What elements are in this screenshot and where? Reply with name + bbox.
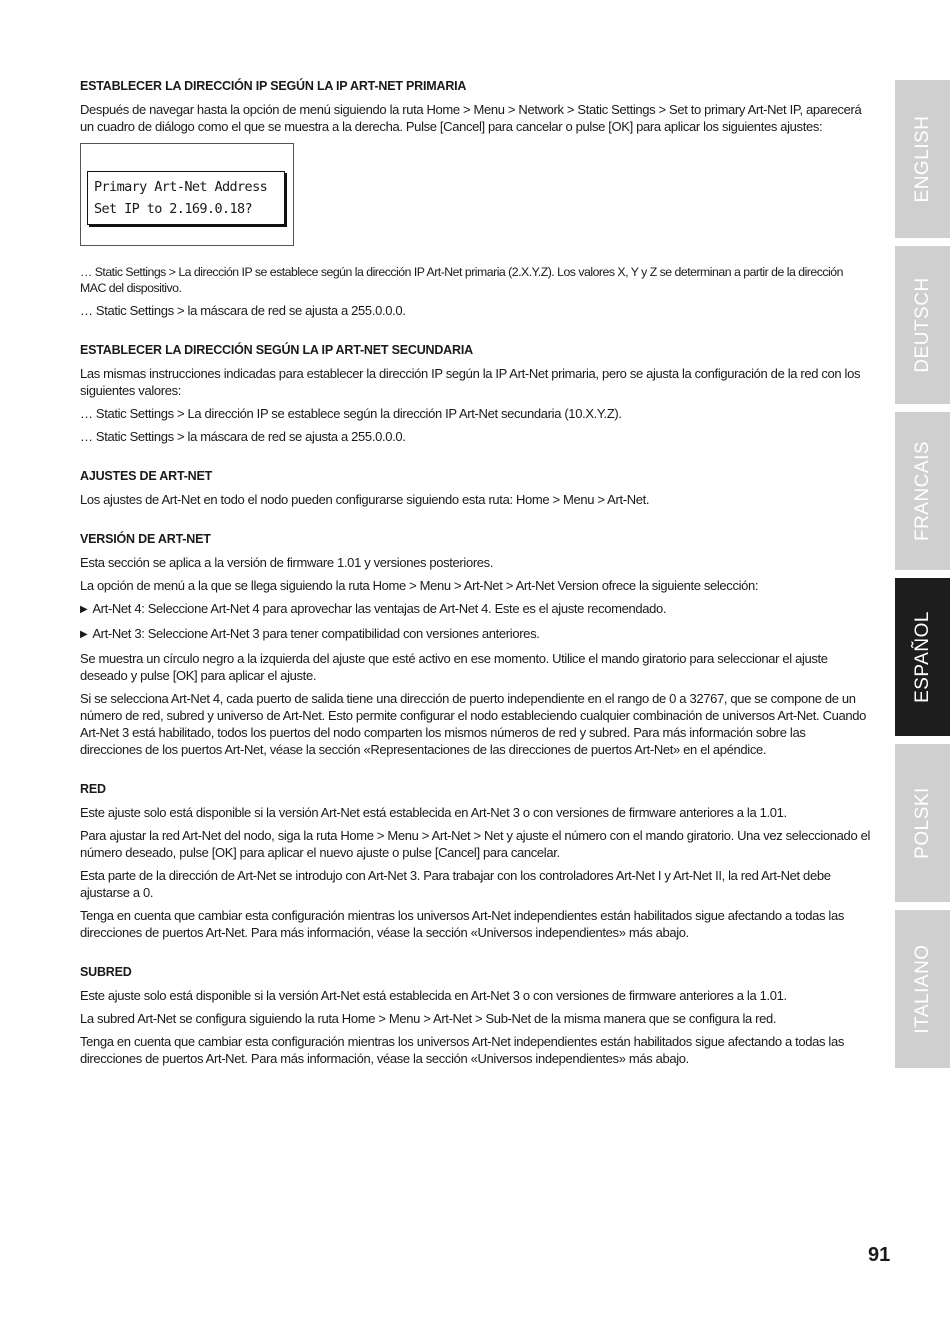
page-content <box>80 78 870 1090</box>
language-tab-espanol[interactable] <box>895 578 950 736</box>
section-heading: VERSIÓN DE ART-NET <box>80 532 211 546</box>
section-heading: AJUSTES DE ART-NET <box>80 469 213 483</box>
language-tab-italiano[interactable] <box>895 910 950 1068</box>
section-secondary-ip <box>80 342 870 445</box>
bullet-item <box>80 600 870 619</box>
paragraph: Después de navegar hasta la opción de menú siguiendo la ruta Home > Menu > Network > Static Settings > Set to primary Art-Net IP, aparecerá un cuadro de diálogo como el que se muestra a la derecha. Pulse [Cancel] para cancelar o pulse [OK] para aplicar los siguientes ajustes: <box>80 102 862 134</box>
paragraph: … Static Settings > la máscara de red se ajusta a 255.0.0.0. <box>80 429 406 444</box>
language-tab-polski[interactable] <box>895 744 950 902</box>
language-tab-label: ESPAÑOL <box>911 611 933 703</box>
lcd-line-2: Set IP to 2.169.0.18? <box>94 201 253 217</box>
paragraph: … Static Settings > La dirección IP se establece según la dirección IP Art-Net primaria (2.X.Y.Z). Los valores X, Y y Z se determinan a partir de la dirección MAC del dispositivo. <box>80 265 843 295</box>
section-red <box>80 781 870 941</box>
lcd-screen <box>87 171 285 225</box>
page-number: 91 <box>868 1244 891 1266</box>
paragraph: Las mismas instrucciones indicadas para establecer la dirección IP según la IP Art-Net primaria, pero se ajusta la configuración de la red con los siguientes valores: <box>80 366 861 398</box>
section-heading: SUBRED <box>80 965 132 979</box>
paragraph: Tenga en cuenta que cambiar esta configuración mientras los universos Art-Net independientes están habilitados sigue afectando a todas las direcciones de puertos Art-Net. Para más información, véase la sección «Universos independientes» más abajo. <box>80 1034 844 1066</box>
section-heading: ESTABLECER LA DIRECCIÓN SEGÚN LA IP ART-NET SECUNDARIA <box>80 343 473 357</box>
paragraph: Esta parte de la dirección de Art-Net se introdujo con Art-Net 3. Para trabajar con los controladores Art-Net I y Art-Net II, la red Art-Net debe ajustarse a 0. <box>80 868 831 900</box>
language-tab-label: FRANCAIS <box>911 440 933 542</box>
paragraph: Los ajustes de Art-Net en todo el nodo pueden configurarse siguiendo esta ruta: Home > Menu > Art-Net. <box>80 492 650 507</box>
bullet-item <box>80 625 870 644</box>
paragraph: … Static Settings > la máscara de red se ajusta a 255.0.0.0. <box>80 303 406 318</box>
language-tabs <box>895 80 950 1076</box>
section-primary-ip <box>80 78 870 319</box>
language-tab-label: DEUTSCH <box>911 277 933 373</box>
paragraph: Si se selecciona Art-Net 4, cada puerto de salida tiene una dirección de puerto independiente en el rango de 0 a 32767, que se compone de un número de red, subred y universo de Art-Net. Esto permite configurar el nodo estableciendo cualquier combinación de universos Art-Net. Cuando Art-Net 3 está habilitado, todos los puertos del nodo comparten los mismos números de red y subred. Para más información sobre las direcciones de los puertos Art-Net, véase la sección «Representaciones de las direcciones de puertos Art-Net» en el apéndice. <box>80 691 867 757</box>
section-heading: ESTABLECER LA DIRECCIÓN IP SEGÚN LA IP ART-NET PRIMARIA <box>80 79 467 93</box>
paragraph: Se muestra un círculo negro a la izquierda del ajuste que esté activo en ese momento. Utilice el mando giratorio para seleccionar el ajuste deseado y pulse [OK] para aplicar el ajuste. <box>80 651 828 683</box>
bullet-text: Art-Net 3: Seleccione Art-Net 3 para tener compatibilidad con versiones anteriores. <box>92 626 540 641</box>
paragraph: … Static Settings > La dirección IP se establece según la dirección IP Art-Net secundaria (10.X.Y.Z). <box>80 406 622 421</box>
paragraph: Este ajuste solo está disponible si la versión Art-Net está establecida en Art-Net 3 o con versiones de firmware anteriores a la 1.01. <box>80 805 787 820</box>
paragraph: La opción de menú a la que se llega siguiendo la ruta Home > Menu > Art-Net > Art-Net Version ofrece la siguiente selección: <box>80 578 759 593</box>
paragraph: Tenga en cuenta que cambiar esta configuración mientras los universos Art-Net independientes están habilitados sigue afectando a todas las direcciones de puertos Art-Net. Para más información, véase la sección «Universos independientes» más abajo. <box>80 908 844 940</box>
section-heading: RED <box>80 782 106 796</box>
paragraph: Este ajuste solo está disponible si la versión Art-Net está establecida en Art-Net 3 o con versiones de firmware anteriores a la 1.01. <box>80 988 787 1003</box>
language-tab-label: ITALIANO <box>911 944 933 1034</box>
paragraph: Para ajustar la red Art-Net del nodo, siga la ruta Home > Menu > Art-Net > Net y ajuste el número con el mando giratorio. Una vez seleccionado el número deseado, pulse [OK] para aplicar el nuevo ajuste o pulse [Cancel] para cancelar. <box>80 828 870 860</box>
section-subred <box>80 964 870 1067</box>
bullet-text: Art-Net 4: Seleccione Art-Net 4 para aprovechar las ventajas de Art-Net 4. Este es el ajuste recomendado. <box>92 601 667 616</box>
paragraph: La subred Art-Net se configura siguiendo la ruta Home > Menu > Art-Net > Sub-Net de la misma manera que se configura la red. <box>80 1011 777 1026</box>
language-tab-english[interactable] <box>895 80 950 238</box>
language-tab-label: ENGLISH <box>911 115 933 203</box>
lcd-line-1: Primary Art-Net Address <box>94 179 268 195</box>
lcd-dialog-figure <box>80 143 294 246</box>
section-artnet-version <box>80 531 870 758</box>
section-artnet-settings <box>80 468 870 508</box>
language-tab-label: POLSKI <box>911 787 933 859</box>
language-tab-francais[interactable] <box>895 412 950 570</box>
language-tab-deutsch[interactable] <box>895 246 950 404</box>
paragraph: Esta sección se aplica a la versión de firmware 1.01 y versiones posteriores. <box>80 555 494 570</box>
